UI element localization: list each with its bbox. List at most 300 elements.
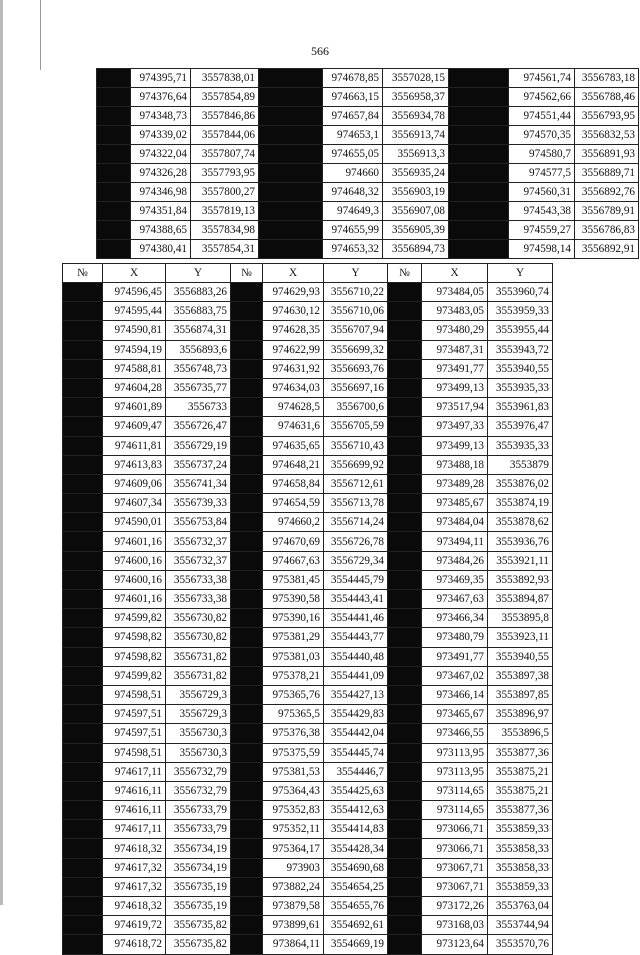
coordinate-y-cell: 3556892,91 <box>575 240 639 259</box>
coordinate-x-cell: 974543,38 <box>509 202 575 221</box>
coordinate-y-cell: 3556793,95 <box>575 107 639 126</box>
coordinate-y-cell: 3554443,77 <box>324 628 388 647</box>
redacted-number-cell <box>388 762 422 781</box>
redacted-number-cell <box>449 240 509 259</box>
table-row <box>63 685 553 704</box>
coordinate-y-cell: 3556732,37 <box>166 532 231 551</box>
coordinate-x-cell: 975390,58 <box>263 590 324 609</box>
coordinate-x-cell: 974635,65 <box>263 436 324 455</box>
redacted-number-cell <box>231 398 263 417</box>
redacted-number-cell <box>388 935 422 954</box>
coordinate-y-cell: 3553859,33 <box>488 877 553 896</box>
coordinate-y-cell: 3556730,3 <box>166 724 231 743</box>
coordinate-x-cell: 974654,59 <box>263 494 324 513</box>
redacted-number-cell <box>231 916 263 935</box>
table-row <box>63 724 553 743</box>
coordinate-y-cell: 3556707,94 <box>324 321 388 340</box>
redacted-number-cell <box>231 609 263 628</box>
redacted-number-cell <box>388 724 422 743</box>
redacted-number-cell <box>388 743 422 762</box>
coordinate-y-cell: 3553570,76 <box>488 935 553 954</box>
redacted-number-cell <box>259 221 323 240</box>
column-header-number: № <box>388 264 422 283</box>
redacted-number-cell <box>97 69 131 88</box>
coordinate-x-cell: 973484,05 <box>422 283 488 302</box>
coordinate-x-cell: 973480,79 <box>422 628 488 647</box>
coordinate-y-cell: 3553940,55 <box>488 359 553 378</box>
redacted-number-cell <box>231 513 263 532</box>
table-row <box>63 762 553 781</box>
coordinate-y-cell: 3556783,18 <box>575 69 639 88</box>
coordinate-y-cell: 3553896,97 <box>488 705 553 724</box>
coordinate-x-cell: 974562,66 <box>509 88 575 107</box>
coordinate-y-cell: 3556741,34 <box>166 474 231 493</box>
table-row <box>63 609 553 628</box>
coordinate-x-cell: 973491,77 <box>422 359 488 378</box>
table-row <box>63 532 553 551</box>
coordinate-x-cell: 975381,29 <box>263 628 324 647</box>
redacted-number-cell <box>231 590 263 609</box>
redacted-number-cell <box>63 935 103 954</box>
coordinate-y-cell: 3556731,82 <box>166 666 231 685</box>
coordinate-x-cell: 974628,5 <box>263 398 324 417</box>
coordinate-y-cell: 3553879 <box>488 455 553 474</box>
coordinate-x-cell: 973469,35 <box>422 570 488 589</box>
redacted-number-cell <box>231 666 263 685</box>
redacted-number-cell <box>63 513 103 532</box>
redacted-number-cell <box>63 474 103 493</box>
coordinate-y-cell: 3557028,15 <box>383 69 449 88</box>
coordinate-x-cell: 974596,45 <box>103 283 166 302</box>
table-row <box>63 666 553 685</box>
table-row <box>63 378 553 397</box>
coordinate-x-cell: 975381,03 <box>263 647 324 666</box>
redacted-number-cell <box>259 107 323 126</box>
coordinate-y-cell: 3556710,06 <box>324 302 388 321</box>
coordinate-y-cell: 3554440,48 <box>324 647 388 666</box>
coordinate-y-cell: 3556731,82 <box>166 647 231 666</box>
redacted-number-cell <box>231 839 263 858</box>
coordinate-y-cell: 3556883,26 <box>166 283 231 302</box>
coordinate-x-cell: 974601,16 <box>103 590 166 609</box>
redacted-number-cell <box>449 164 509 183</box>
table-row <box>63 628 553 647</box>
redacted-number-cell <box>63 762 103 781</box>
coordinate-x-cell: 975390,16 <box>263 609 324 628</box>
coordinate-x-cell: 974607,34 <box>103 494 166 513</box>
redacted-number-cell <box>231 801 263 820</box>
redacted-number-cell <box>231 494 263 513</box>
coordinate-x-cell: 974648,32 <box>323 183 383 202</box>
redacted-number-cell <box>63 666 103 685</box>
redacted-number-cell <box>449 202 509 221</box>
redacted-number-cell <box>449 145 509 164</box>
coordinate-x-cell: 974600,16 <box>103 551 166 570</box>
coordinate-x-cell: 974628,35 <box>263 321 324 340</box>
coordinate-x-cell: 974631,6 <box>263 417 324 436</box>
table-row <box>97 88 639 107</box>
coordinate-y-cell: 3556893,6 <box>166 340 231 359</box>
coordinate-x-cell: 974598,82 <box>103 628 166 647</box>
redacted-number-cell <box>388 609 422 628</box>
coordinate-x-cell: 973113,95 <box>422 743 488 762</box>
coordinate-y-cell: 3553859,33 <box>488 820 553 839</box>
redacted-number-cell <box>388 398 422 417</box>
redacted-number-cell <box>259 145 323 164</box>
table-row <box>63 359 553 378</box>
coordinate-x-cell: 974622,99 <box>263 340 324 359</box>
redacted-number-cell <box>388 781 422 800</box>
coordinate-x-cell: 974376,64 <box>131 88 191 107</box>
coordinate-y-cell: 3553895,8 <box>488 609 553 628</box>
table-row <box>63 455 553 474</box>
coordinate-y-cell: 3556730,82 <box>166 628 231 647</box>
coordinate-x-cell: 973067,71 <box>422 858 488 877</box>
redacted-number-cell <box>388 858 422 877</box>
coordinate-x-cell: 974559,27 <box>509 221 575 240</box>
coordinate-y-cell: 3556726,78 <box>324 532 388 551</box>
coordinate-y-cell: 3553961,83 <box>488 398 553 417</box>
redacted-number-cell <box>63 283 103 302</box>
main-coordinates-table <box>62 263 553 955</box>
table-row <box>63 551 553 570</box>
coordinate-x-cell: 974648,21 <box>263 455 324 474</box>
redacted-number-cell <box>388 378 422 397</box>
coordinate-x-cell: 973864,11 <box>263 935 324 954</box>
coordinate-y-cell: 3553878,62 <box>488 513 553 532</box>
table-row <box>97 202 639 221</box>
coordinate-x-cell: 974630,12 <box>263 302 324 321</box>
coordinate-x-cell: 974594,19 <box>103 340 166 359</box>
coordinate-y-cell: 3556730,3 <box>166 743 231 762</box>
redacted-number-cell <box>63 359 103 378</box>
coordinate-y-cell: 3554429,83 <box>324 705 388 724</box>
redacted-number-cell <box>63 705 103 724</box>
coordinate-y-cell: 3557854,31 <box>191 240 259 259</box>
redacted-number-cell <box>97 88 131 107</box>
redacted-number-cell <box>63 398 103 417</box>
table-row <box>63 858 553 877</box>
coordinate-x-cell: 974653,1 <box>323 126 383 145</box>
coordinate-x-cell: 973497,33 <box>422 417 488 436</box>
coordinate-y-cell: 3553896,5 <box>488 724 553 743</box>
coordinate-x-cell: 974660 <box>323 164 383 183</box>
top-coordinates-table <box>96 68 639 259</box>
coordinate-x-cell: 975381,53 <box>263 762 324 781</box>
redacted-number-cell <box>449 183 509 202</box>
coordinate-y-cell: 3556903,19 <box>383 183 449 202</box>
coordinate-x-cell: 975378,21 <box>263 666 324 685</box>
redacted-number-cell <box>231 820 263 839</box>
coordinate-x-cell: 973465,67 <box>422 705 488 724</box>
coordinate-x-cell: 975365,76 <box>263 685 324 704</box>
coordinate-x-cell: 973489,28 <box>422 474 488 493</box>
coordinate-x-cell: 974551,44 <box>509 107 575 126</box>
coordinate-x-cell: 975365,5 <box>263 705 324 724</box>
coordinate-y-cell: 3556732,79 <box>166 781 231 800</box>
redacted-number-cell <box>97 183 131 202</box>
redacted-number-cell <box>388 359 422 378</box>
coordinate-x-cell: 974590,81 <box>103 321 166 340</box>
coordinate-y-cell: 3556891,93 <box>575 145 639 164</box>
table-row <box>63 916 553 935</box>
redacted-number-cell <box>388 685 422 704</box>
coordinate-y-cell: 3556735,82 <box>166 935 231 954</box>
redacted-number-cell <box>231 455 263 474</box>
coordinate-y-cell: 3557838,01 <box>191 69 259 88</box>
table-row <box>63 839 553 858</box>
coordinate-x-cell: 974348,73 <box>131 107 191 126</box>
coordinate-y-cell: 3556883,75 <box>166 302 231 321</box>
redacted-number-cell <box>63 801 103 820</box>
redacted-number-cell <box>388 283 422 302</box>
coordinate-y-cell: 3554427,13 <box>324 685 388 704</box>
coordinate-x-cell: 973494,11 <box>422 532 488 551</box>
table-row <box>97 107 639 126</box>
coordinate-x-cell: 973467,02 <box>422 666 488 685</box>
redacted-number-cell <box>388 839 422 858</box>
redacted-number-cell <box>388 455 422 474</box>
table-row <box>63 513 553 532</box>
redacted-number-cell <box>231 935 263 954</box>
coordinate-x-cell: 974618,32 <box>103 897 166 916</box>
coordinate-y-cell: 3553960,74 <box>488 283 553 302</box>
coordinate-x-cell: 973491,77 <box>422 647 488 666</box>
redacted-number-cell <box>231 647 263 666</box>
table-row <box>63 494 553 513</box>
coordinate-y-cell: 3556894,73 <box>383 240 449 259</box>
coordinate-y-cell: 3553877,36 <box>488 801 553 820</box>
coordinate-x-cell: 975375,59 <box>263 743 324 762</box>
redacted-number-cell <box>388 513 422 532</box>
coordinate-y-cell: 3554425,63 <box>324 781 388 800</box>
coordinate-x-cell: 974388,65 <box>131 221 191 240</box>
coordinate-x-cell: 973480,29 <box>422 321 488 340</box>
redacted-number-cell <box>97 126 131 145</box>
coordinate-x-cell: 974629,93 <box>263 283 324 302</box>
coordinate-y-cell: 3557834,98 <box>191 221 259 240</box>
redacted-number-cell <box>63 551 103 570</box>
coordinate-x-cell: 975352,11 <box>263 820 324 839</box>
redacted-number-cell <box>449 126 509 145</box>
redacted-number-cell <box>97 107 131 126</box>
redacted-number-cell <box>231 321 263 340</box>
redacted-number-cell <box>231 378 263 397</box>
redacted-number-cell <box>231 302 263 321</box>
table-row <box>97 69 639 88</box>
coordinate-x-cell: 973487,31 <box>422 340 488 359</box>
binding-edge <box>0 0 3 905</box>
coordinate-x-cell: 974657,84 <box>323 107 383 126</box>
redacted-number-cell <box>388 820 422 839</box>
redacted-number-cell <box>63 647 103 666</box>
coordinate-x-cell: 974616,11 <box>103 801 166 820</box>
coordinate-x-cell: 974600,16 <box>103 570 166 589</box>
coordinate-y-cell: 3556734,19 <box>166 839 231 858</box>
coordinate-x-cell: 974601,89 <box>103 398 166 417</box>
redacted-number-cell <box>231 743 263 762</box>
coordinate-x-cell: 974649,3 <box>323 202 383 221</box>
coordinate-y-cell: 3556739,33 <box>166 494 231 513</box>
coordinate-y-cell: 3556714,24 <box>324 513 388 532</box>
table-row <box>63 781 553 800</box>
redacted-number-cell <box>388 877 422 896</box>
redacted-number-cell <box>449 107 509 126</box>
coordinate-y-cell: 3553923,11 <box>488 628 553 647</box>
coordinate-y-cell: 3554692,61 <box>324 916 388 935</box>
redacted-number-cell <box>97 145 131 164</box>
coordinate-y-cell: 3554414,83 <box>324 820 388 839</box>
coordinate-y-cell: 3554442,04 <box>324 724 388 743</box>
coordinate-y-cell: 3556935,24 <box>383 164 449 183</box>
redacted-number-cell <box>231 359 263 378</box>
coordinate-x-cell: 974326,28 <box>131 164 191 183</box>
redacted-number-cell <box>388 916 422 935</box>
coordinate-y-cell: 3556730,82 <box>166 609 231 628</box>
coordinate-y-cell: 3554445,79 <box>324 570 388 589</box>
coordinate-y-cell: 3553858,33 <box>488 858 553 877</box>
column-header-x: X <box>103 264 166 283</box>
coordinate-x-cell: 973172,26 <box>422 897 488 916</box>
coordinate-x-cell: 974611,81 <box>103 436 166 455</box>
coordinate-x-cell: 974590,01 <box>103 513 166 532</box>
redacted-number-cell <box>63 685 103 704</box>
redacted-number-cell <box>388 647 422 666</box>
coordinate-x-cell: 973499,13 <box>422 436 488 455</box>
coordinate-x-cell: 975364,43 <box>263 781 324 800</box>
margin-line <box>40 0 41 70</box>
table-row <box>63 570 553 589</box>
redacted-number-cell <box>259 240 323 259</box>
coordinate-y-cell: 3553936,76 <box>488 532 553 551</box>
coordinate-y-cell: 3556913,3 <box>383 145 449 164</box>
coordinate-y-cell: 3553894,87 <box>488 590 553 609</box>
redacted-number-cell <box>388 474 422 493</box>
coordinate-y-cell: 3556892,76 <box>575 183 639 202</box>
coordinate-x-cell: 973067,71 <box>422 877 488 896</box>
coordinate-x-cell: 974617,32 <box>103 877 166 896</box>
coordinate-y-cell: 3556934,78 <box>383 107 449 126</box>
coordinate-y-cell: 3556788,46 <box>575 88 639 107</box>
redacted-number-cell <box>63 455 103 474</box>
coordinate-y-cell: 3556733,38 <box>166 590 231 609</box>
redacted-number-cell <box>231 417 263 436</box>
redacted-number-cell <box>388 570 422 589</box>
table-row <box>63 820 553 839</box>
coordinate-x-cell: 973488,18 <box>422 455 488 474</box>
coordinate-y-cell: 3553921,11 <box>488 551 553 570</box>
coordinate-y-cell: 3554669,19 <box>324 935 388 954</box>
coordinate-x-cell: 974395,71 <box>131 69 191 88</box>
coordinate-y-cell: 3556748,73 <box>166 359 231 378</box>
coordinate-y-cell: 3556786,83 <box>575 221 639 240</box>
coordinate-y-cell: 3554690,68 <box>324 858 388 877</box>
coordinate-y-cell: 3556705,59 <box>324 417 388 436</box>
coordinate-y-cell: 3553959,33 <box>488 302 553 321</box>
redacted-number-cell <box>259 126 323 145</box>
coordinate-y-cell: 3556699,92 <box>324 455 388 474</box>
coordinate-x-cell: 974598,51 <box>103 743 166 762</box>
coordinate-y-cell: 3556693,76 <box>324 359 388 378</box>
redacted-number-cell <box>63 724 103 743</box>
redacted-number-cell <box>63 494 103 513</box>
coordinate-y-cell: 3554445,74 <box>324 743 388 762</box>
redacted-number-cell <box>231 474 263 493</box>
coordinate-x-cell: 974655,99 <box>323 221 383 240</box>
redacted-number-cell <box>388 340 422 359</box>
coordinate-y-cell: 3556735,82 <box>166 916 231 935</box>
table-row <box>97 183 639 202</box>
coordinate-y-cell: 3556729,19 <box>166 436 231 455</box>
table-row <box>63 877 553 896</box>
coordinate-x-cell: 974601,16 <box>103 532 166 551</box>
coordinate-y-cell: 3553935,33 <box>488 436 553 455</box>
redacted-number-cell <box>97 164 131 183</box>
redacted-number-cell <box>388 628 422 647</box>
redacted-number-cell <box>231 877 263 896</box>
redacted-number-cell <box>259 88 323 107</box>
coordinate-x-cell: 973499,13 <box>422 378 488 397</box>
redacted-number-cell <box>63 916 103 935</box>
redacted-number-cell <box>97 240 131 259</box>
redacted-number-cell <box>388 666 422 685</box>
redacted-number-cell <box>63 877 103 896</box>
redacted-number-cell <box>231 436 263 455</box>
coordinate-x-cell: 973123,64 <box>422 935 488 954</box>
redacted-number-cell <box>231 283 263 302</box>
coordinate-x-cell: 974667,63 <box>263 551 324 570</box>
redacted-number-cell <box>63 570 103 589</box>
table-row <box>63 705 553 724</box>
redacted-number-cell <box>63 781 103 800</box>
coordinate-y-cell: 3553858,33 <box>488 839 553 858</box>
coordinate-y-cell: 3553976,47 <box>488 417 553 436</box>
coordinate-x-cell: 975364,17 <box>263 839 324 858</box>
redacted-number-cell <box>231 897 263 916</box>
coordinate-y-cell: 3556733,79 <box>166 820 231 839</box>
coordinate-x-cell: 974613,83 <box>103 455 166 474</box>
header-row <box>63 264 553 283</box>
coordinate-x-cell: 973066,71 <box>422 839 488 858</box>
coordinate-y-cell: 3553876,02 <box>488 474 553 493</box>
coordinate-y-cell: 3557844,06 <box>191 126 259 145</box>
redacted-number-cell <box>231 340 263 359</box>
column-header-x: X <box>422 264 488 283</box>
coordinate-y-cell: 3553877,36 <box>488 743 553 762</box>
redacted-number-cell <box>388 532 422 551</box>
coordinate-y-cell: 3554441,09 <box>324 666 388 685</box>
redacted-number-cell <box>259 164 323 183</box>
table-row <box>63 417 553 436</box>
coordinate-x-cell: 973168,03 <box>422 916 488 935</box>
coordinate-y-cell: 3556907,08 <box>383 202 449 221</box>
table-row <box>63 935 553 954</box>
coordinate-x-cell: 974617,11 <box>103 762 166 781</box>
coordinate-y-cell: 3554655,76 <box>324 897 388 916</box>
coordinate-x-cell: 974580,7 <box>509 145 575 164</box>
column-header-y: Y <box>324 264 388 283</box>
coordinate-y-cell: 3554654,25 <box>324 877 388 896</box>
coordinate-x-cell: 974598,14 <box>509 240 575 259</box>
table-row <box>63 398 553 417</box>
redacted-number-cell <box>231 858 263 877</box>
table-row <box>63 474 553 493</box>
coordinate-x-cell: 974619,72 <box>103 916 166 935</box>
redacted-number-cell <box>97 221 131 240</box>
table-row <box>63 897 553 916</box>
coordinate-y-cell: 3556729,34 <box>324 551 388 570</box>
coordinate-y-cell: 3556958,37 <box>383 88 449 107</box>
